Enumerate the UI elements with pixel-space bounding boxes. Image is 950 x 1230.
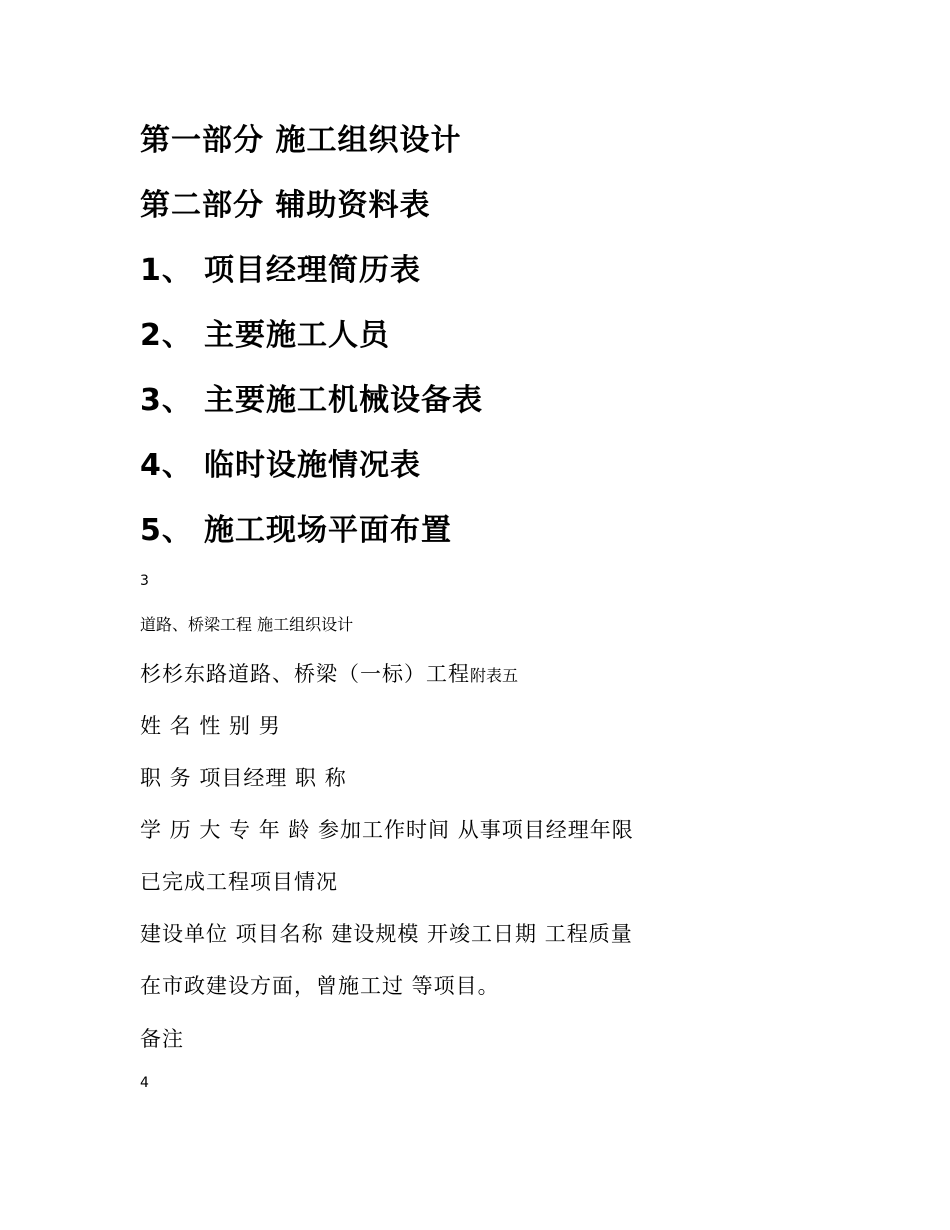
toc-item-label: 主要施工人员 xyxy=(204,318,390,353)
toc-item xyxy=(140,513,452,548)
toc-item xyxy=(140,383,483,418)
page-number: 4 xyxy=(140,1075,149,1091)
toc-item-number: 1、 xyxy=(140,253,193,288)
toc-item-label: 施工现场平面布置 xyxy=(204,513,452,548)
form-title-text: 杉杉东路道路、桥梁（一标）工程 xyxy=(140,662,470,686)
toc-item-label: 临时设施情况表 xyxy=(204,448,421,483)
toc-part2-heading: 第二部分 辅助资料表 xyxy=(140,188,431,223)
form-row-completed: 已完成工程项目情况 xyxy=(140,870,338,894)
toc-item-number: 3、 xyxy=(140,383,193,418)
toc-item-number: 4、 xyxy=(140,448,193,483)
toc-item-number: 2、 xyxy=(140,318,193,353)
toc-item-number: 5、 xyxy=(140,513,193,548)
toc-item xyxy=(140,253,421,288)
toc-part1-heading: 第一部分 施工组织设计 xyxy=(140,123,462,158)
toc-item xyxy=(140,318,390,353)
form-row-name: 姓 名 性 别 男 xyxy=(140,714,281,738)
form-row-education: 学 历 大 专 年 龄 参加工作时间 从事项目经理年限 xyxy=(140,818,634,842)
running-header: 道路、桥梁工程 施工组织设计 xyxy=(140,615,354,634)
form-row-columns: 建设单位 项目名称 建设规模 开竣工日期 工程质量 xyxy=(140,922,633,946)
toc-item xyxy=(140,448,421,483)
form-row-position: 职 务 项目经理 职 称 xyxy=(140,766,347,790)
form-title xyxy=(140,664,518,685)
page-number: 3 xyxy=(140,573,149,589)
toc-item-label: 主要施工机械设备表 xyxy=(204,383,483,418)
form-title-suffix: 附表五 xyxy=(470,666,519,685)
form-row-summary: 在市政建设方面，曾施工过 等项目。 xyxy=(140,974,500,998)
form-row-remarks: 备注 xyxy=(140,1027,184,1051)
toc-item-label: 项目经理简历表 xyxy=(204,253,421,288)
